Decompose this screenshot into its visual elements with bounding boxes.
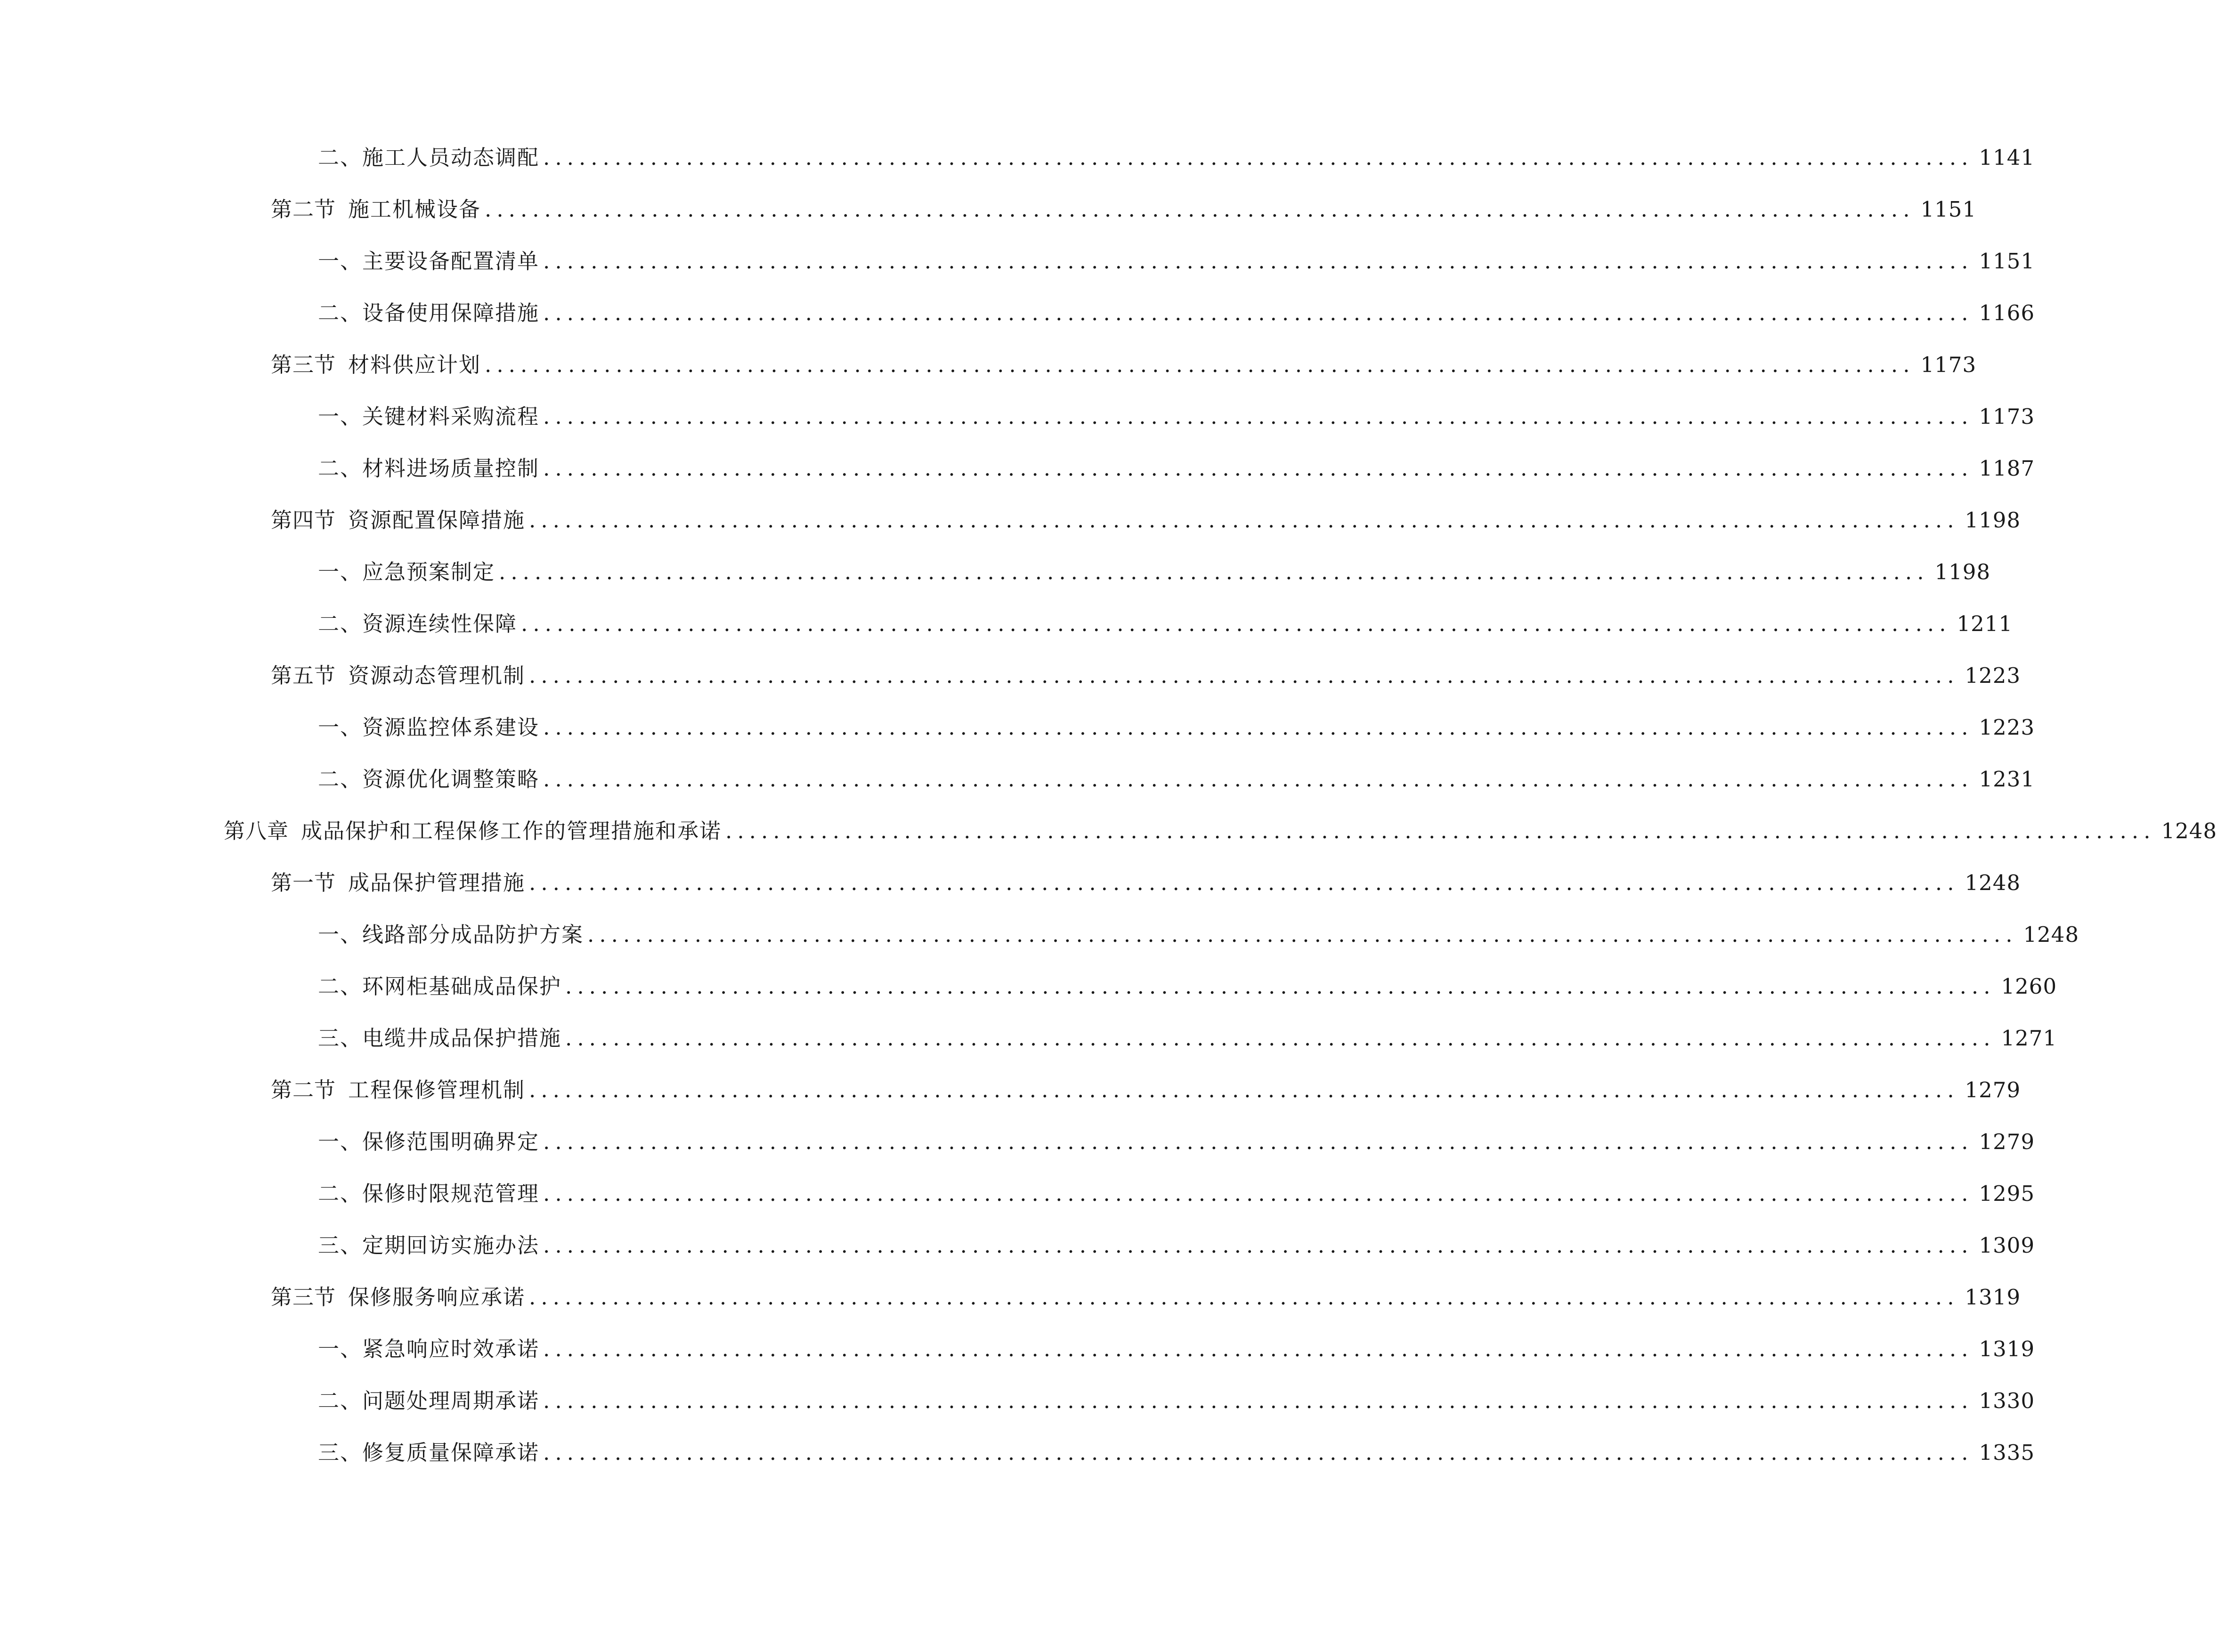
toc-entry-number: 一、 [318, 404, 363, 429]
toc-dot-leader: ........................................................................................................................ [725, 818, 2156, 843]
toc-dot-leader: ........................................................................................................................ [543, 404, 1973, 429]
toc-entry[interactable] [0, 1382, 2035, 1420]
toc-dot-leader: ........................................................................................................................ [565, 974, 1996, 999]
toc-entry-number: 二、 [318, 456, 363, 481]
toc-entry-number: 第八章 [224, 818, 289, 843]
toc-entry-title: 设备使用保障措施 [362, 300, 540, 325]
toc-entry-number: 三、 [318, 1026, 363, 1051]
toc-entry[interactable] [0, 553, 1991, 591]
toc-entry-title: 施工机械设备 [348, 197, 481, 222]
toc-entry-number: 二、 [318, 145, 363, 170]
toc-entry-number: 一、 [318, 249, 363, 274]
toc-entry-number: 第二节 [271, 197, 336, 222]
toc-entry-number: 第一节 [271, 870, 336, 895]
toc-entry-page: 1151 [1979, 249, 2035, 274]
toc-entry-page: 1223 [1965, 663, 2021, 688]
toc-dot-leader: ........................................................................................................................ [543, 1181, 1973, 1206]
toc-entry[interactable] [0, 1434, 2035, 1472]
toc-entry-page: 1248 [2161, 818, 2217, 843]
toc-entry-page: 1295 [1979, 1181, 2035, 1206]
toc-dot-leader: ........................................................................................................................ [543, 249, 1973, 274]
toc-entry-title: 主要设备配置清单 [362, 249, 540, 274]
toc-entry[interactable] [0, 450, 2035, 487]
toc-entry-number: 第三节 [271, 1285, 336, 1310]
toc-entry[interactable] [0, 1123, 2035, 1161]
toc-entry-page: 1187 [1979, 456, 2035, 481]
toc-entry-page: 1335 [1979, 1440, 2035, 1465]
toc-entry-number: 一、 [318, 1129, 363, 1154]
toc-dot-leader: ........................................................................................................................ [529, 1285, 1959, 1310]
toc-entry-title: 施工人员动态调配 [362, 145, 540, 170]
toc-entry-title: 关键材料采购流程 [362, 404, 540, 429]
toc-entry-page: 1279 [1979, 1129, 2035, 1154]
toc-entry-title: 成品保护和工程保修工作的管理措施和承诺 [301, 818, 722, 843]
toc-entry-page: 1231 [1979, 767, 2035, 792]
toc-entry-number: 一、 [318, 922, 363, 947]
toc-dot-leader: ........................................................................................................................ [543, 1336, 1973, 1361]
toc-entry-title: 修复质量保障承诺 [362, 1440, 540, 1465]
toc-entry[interactable] [0, 864, 2021, 902]
toc-entry-number: 二、 [318, 1388, 363, 1413]
toc-entry-number: 一、 [318, 559, 363, 584]
toc-entry[interactable] [0, 346, 1977, 384]
toc-entry-page: 1330 [1979, 1388, 2035, 1413]
toc-dot-leader: ........................................................................................................................ [565, 1026, 1996, 1051]
toc-entry[interactable] [0, 1227, 2035, 1264]
toc-entry-page: 1141 [1979, 145, 2035, 170]
toc-entry-page: 1248 [2023, 922, 2079, 947]
toc-entry-page: 1198 [1934, 559, 1991, 584]
toc-entry-page: 1279 [1965, 1077, 2021, 1102]
toc-entry[interactable] [0, 294, 2035, 332]
toc-dot-leader: ........................................................................................................................ [485, 197, 1915, 222]
toc-entry-number: 三、 [318, 1233, 363, 1258]
toc-entry-title: 线路部分成品防护方案 [362, 922, 584, 947]
toc-entry-page: 1198 [1965, 508, 2021, 533]
toc-entry[interactable] [0, 1020, 2057, 1057]
toc-entry[interactable] [0, 398, 2035, 436]
toc-dot-leader: ........................................................................................................................ [521, 611, 1951, 636]
toc-dot-leader: ........................................................................................................................ [543, 456, 1973, 481]
toc-entry-number: 一、 [318, 715, 363, 740]
toc-entry-title: 工程保修管理机制 [348, 1077, 526, 1102]
toc-entry-title: 资源优化调整策略 [362, 767, 540, 792]
toc-entry-title: 资源配置保障措施 [348, 508, 526, 533]
toc-entry-number: 二、 [318, 300, 363, 325]
toc-entry-title: 资源动态管理机制 [348, 663, 526, 688]
toc-entry-page: 1319 [1965, 1285, 2021, 1310]
toc-entry-title: 保修服务响应承诺 [348, 1285, 526, 1310]
toc-dot-leader: ........................................................................................................................ [529, 508, 1959, 533]
toc-dot-leader: ........................................................................................................................ [543, 300, 1973, 325]
toc-entry-number: 第四节 [271, 508, 336, 533]
toc-dot-leader: ........................................................................................................................ [485, 352, 1915, 377]
toc-dot-leader: ........................................................................................................................ [543, 1440, 1973, 1465]
toc-entry[interactable] [0, 1071, 2021, 1109]
toc-entry-title: 资源连续性保障 [362, 611, 518, 636]
toc-entry-title: 应急预案制定 [362, 559, 495, 584]
toc-entry-title: 保修范围明确界定 [362, 1129, 540, 1154]
toc-entry-number: 第三节 [271, 352, 336, 377]
toc-entry[interactable] [0, 812, 2217, 850]
toc-entry-page: 1309 [1979, 1233, 2035, 1258]
toc-dot-leader: ........................................................................................................................ [529, 870, 1959, 895]
toc-entry-title: 电缆井成品保护措施 [362, 1026, 562, 1051]
toc-entry-number: 二、 [318, 767, 363, 792]
toc-entry[interactable] [0, 139, 2035, 177]
toc-dot-leader: ........................................................................................................................ [543, 715, 1973, 740]
toc-entry[interactable] [0, 709, 2035, 746]
toc-entry-title: 成品保护管理措施 [348, 870, 526, 895]
toc-entry-page: 1223 [1979, 715, 2035, 740]
toc-entry-title: 材料供应计划 [348, 352, 481, 377]
toc-entry-page: 1173 [1979, 404, 2035, 429]
toc-entry-title: 紧急响应时效承诺 [362, 1336, 540, 1361]
toc-entry-page: 1166 [1979, 300, 2035, 325]
toc-entry[interactable] [0, 1279, 2021, 1316]
toc-dot-leader: ........................................................................................................................ [543, 1233, 1973, 1258]
toc-entry-title: 材料进场质量控制 [362, 456, 540, 481]
toc-entry-page: 1260 [2001, 974, 2057, 999]
toc-entry-title: 资源监控体系建设 [362, 715, 540, 740]
toc-entry-page: 1211 [1957, 611, 2013, 636]
toc-entry[interactable] [0, 605, 2013, 643]
toc-entry-number: 三、 [318, 1440, 363, 1465]
toc-entry-number: 二、 [318, 974, 363, 999]
toc-entry-page: 1151 [1920, 197, 1977, 222]
toc-entry-page: 1319 [1979, 1336, 2035, 1361]
toc-dot-leader: ........................................................................................................................ [529, 663, 1959, 688]
toc-entry[interactable] [0, 761, 2035, 798]
toc-entry-title: 环网柜基础成品保护 [362, 974, 562, 999]
toc-entry[interactable] [0, 1175, 2035, 1213]
toc-entry[interactable] [0, 502, 2021, 539]
toc-entry-title: 问题处理周期承诺 [362, 1388, 540, 1413]
toc-entry-page: 1271 [2001, 1026, 2057, 1051]
toc-entry-page: 1248 [1965, 870, 2021, 895]
toc-entry[interactable] [0, 243, 2035, 280]
toc-entry-number: 第五节 [271, 663, 336, 688]
toc-dot-leader: ........................................................................................................................ [543, 767, 1973, 792]
toc-entry-number: 二、 [318, 611, 363, 636]
toc-dot-leader: ........................................................................................................................ [543, 1129, 1973, 1154]
toc-dot-leader: ........................................................................................................................ [529, 1077, 1959, 1102]
toc-entry-number: 二、 [318, 1181, 363, 1206]
toc-entry-number: 一、 [318, 1336, 363, 1361]
toc-entry[interactable] [0, 657, 2021, 695]
toc-dot-leader: ........................................................................................................................ [499, 559, 1929, 584]
toc-dot-leader: ........................................................................................................................ [543, 1388, 1973, 1413]
toc-entry-number: 第二节 [271, 1077, 336, 1102]
toc-dot-leader: ........................................................................................................................ [587, 922, 2018, 947]
toc-entry[interactable] [0, 916, 2079, 954]
toc-entry-title: 保修时限规范管理 [362, 1181, 540, 1206]
toc-entry[interactable] [0, 968, 2057, 1005]
toc-dot-leader: ........................................................................................................................ [543, 145, 1973, 170]
toc-entry-page: 1173 [1920, 352, 1977, 377]
toc-entry-title: 定期回访实施办法 [362, 1233, 540, 1258]
toc-entry[interactable] [0, 1330, 2035, 1368]
toc-entry[interactable] [0, 191, 1977, 228]
